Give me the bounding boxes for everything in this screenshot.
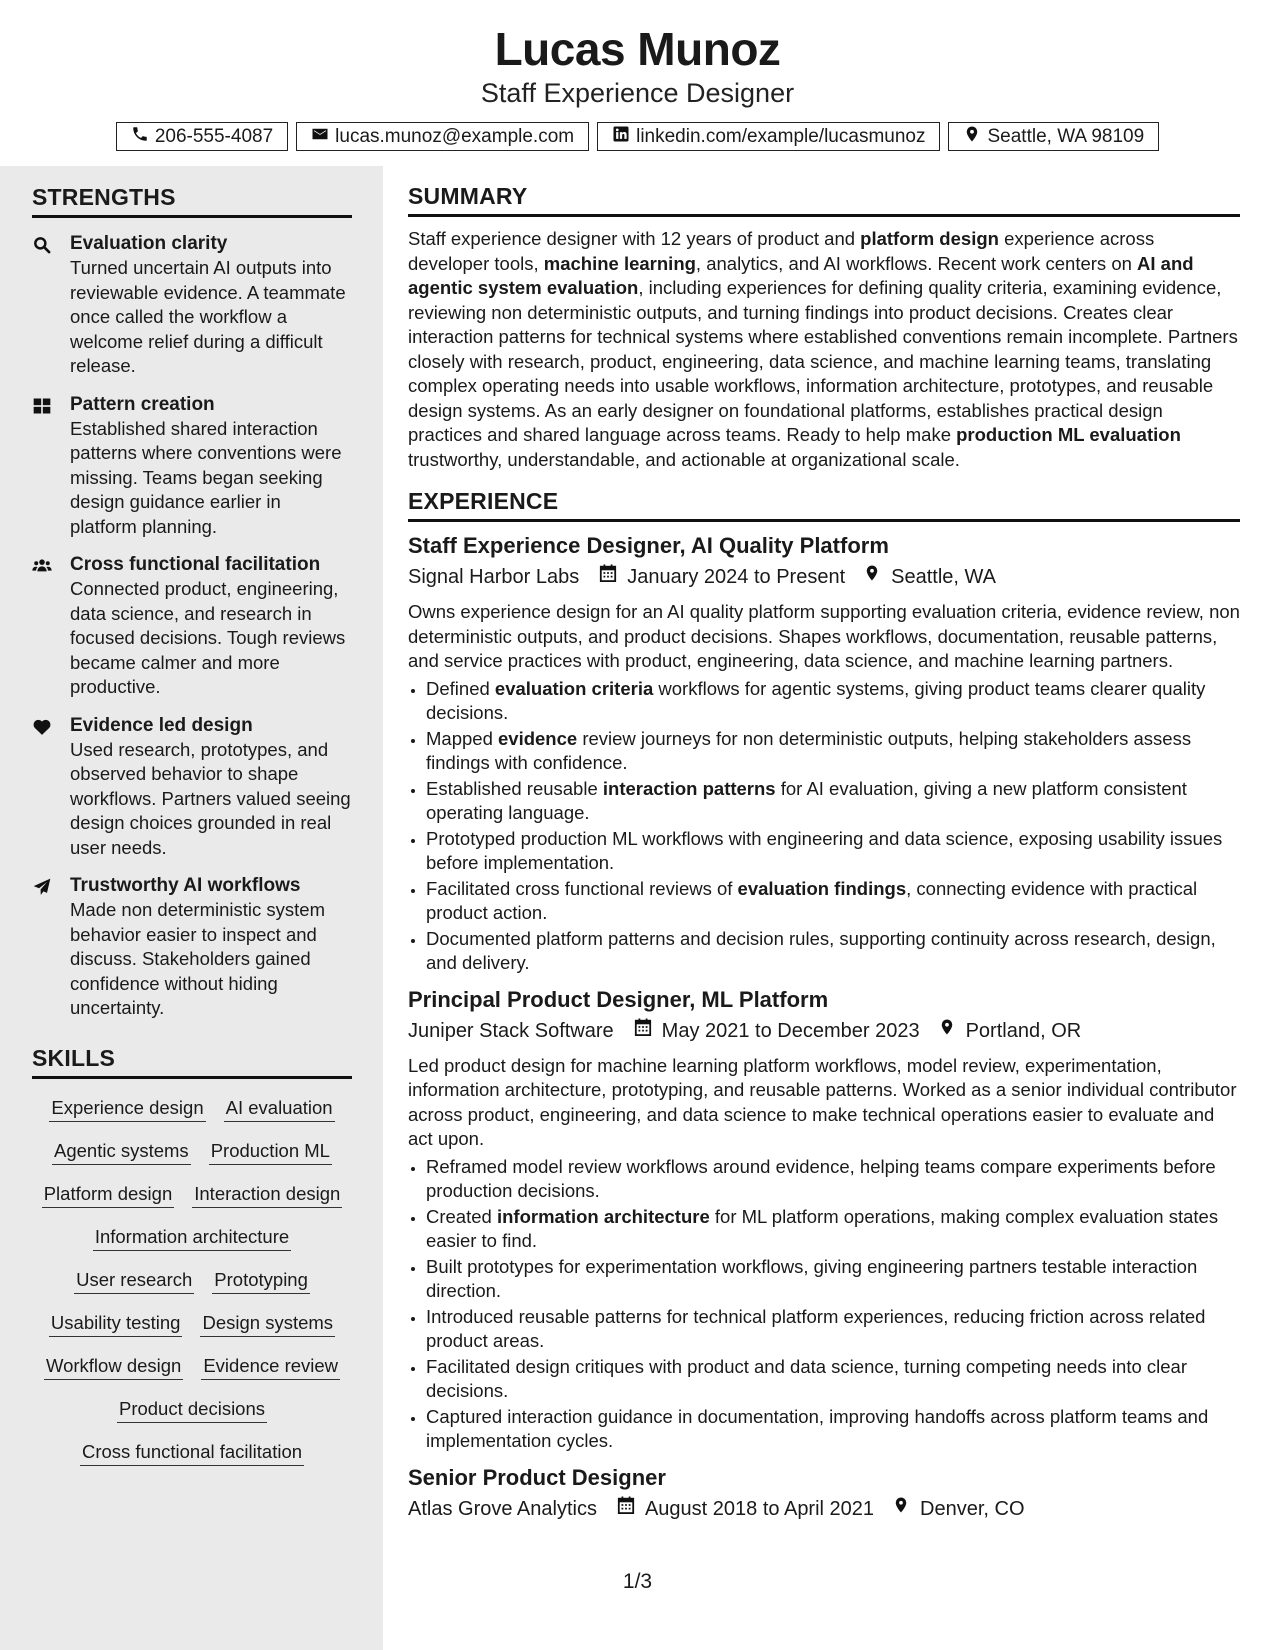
list-item	[426, 677, 1240, 726]
heart-icon	[32, 714, 70, 861]
skill-tag: Information architecture	[93, 1224, 291, 1251]
strength-desc: Turned uncertain AI outputs into reviewable evidence. A teammate once called the workflow a welcome relief during a difficult release.	[70, 257, 346, 376]
envelope-icon	[311, 125, 329, 149]
job-meta	[408, 1016, 1240, 1046]
skill-tag: AI evaluation	[224, 1095, 335, 1122]
skill-tag: Prototyping	[212, 1267, 310, 1294]
skills-heading: SKILLS	[32, 1045, 352, 1079]
bullet-text: Prototyped production ML workflows with engineering and data science, exposing usability issues before implementation.	[426, 827, 1223, 873]
summary-emphasis: platform design	[860, 228, 999, 249]
map-pin-icon	[874, 1494, 920, 1524]
list-item	[426, 727, 1240, 776]
bullet-text: Captured interaction guidance in documentation, improving handoffs across platform teams and implementation cycles.	[426, 1405, 1209, 1451]
calendar-icon	[614, 1016, 662, 1046]
skill-tag: Cross functional facilitation	[80, 1439, 304, 1466]
bullet-emphasis: interaction patterns	[602, 777, 776, 799]
job-dates: January 2024 to Present	[627, 566, 846, 588]
job-bullets	[408, 677, 1240, 976]
summary-emphasis: machine learning	[543, 252, 696, 274]
summary-emphasis: production ML evaluation	[956, 424, 1181, 445]
bullet-text: Defined	[426, 677, 495, 699]
skill-tag: User research	[74, 1267, 194, 1294]
list-item	[426, 1405, 1240, 1454]
experience-heading: EXPERIENCE	[408, 488, 1240, 522]
skill-tag: Usability testing	[49, 1310, 183, 1337]
summary-part: Staff experience designer with 12 years of product and	[408, 228, 861, 249]
strength-desc: Made non deterministic system behavior easier to inspect and discuss. Stakeholders gained confidence without hiding uncertainty.	[70, 899, 325, 1018]
contact-location	[948, 122, 1159, 151]
sidebar	[0, 166, 383, 1650]
summary-text	[408, 227, 1240, 472]
strength-item	[32, 393, 352, 540]
contact-phone[interactable]	[116, 122, 288, 151]
strength-title: Evidence led design	[70, 714, 253, 736]
bullet-text: Documented platform patterns and decision rules, supporting continuity across research, design, and delivery.	[426, 927, 1216, 973]
resume-header	[0, 0, 1275, 151]
map-pin-icon	[845, 562, 891, 592]
candidate-name: Lucas Munoz	[494, 23, 781, 75]
skill-tag: Design systems	[200, 1310, 335, 1337]
job-description: Led product design for machine learning platform workflows, model review, experimentation, information architecture, prototyping, and reusable patterns. Worked as a senior individual contributor across product, engineering, and data science to make technical operations easier to evaluate and act upon.	[408, 1054, 1237, 1149]
phone-text: 206-555-4087	[154, 125, 274, 147]
bullet-emphasis: evidence	[498, 727, 578, 749]
company-name: Juniper Stack Software	[408, 1019, 614, 1042]
strength-title: Evaluation clarity	[70, 233, 228, 254]
job-dates: August 2018 to April 2021	[644, 1497, 875, 1520]
contact-bar	[0, 122, 1275, 151]
bullet-text: Facilitated design critiques with product and data science, turning competing needs into clear decisions.	[426, 1355, 1187, 1401]
linkedin-text: linkedin.com/example/lucasmunoz	[636, 125, 926, 147]
job-dates: May 2021 to December 2023	[661, 1019, 920, 1042]
list-item	[426, 777, 1240, 826]
strength-title: Cross functional facilitation	[70, 554, 321, 575]
bullet-text: review journeys for non deterministic outputs, helping stakeholders assess findings with confidence.	[426, 727, 1192, 773]
location-text: Seattle, WA 98109	[987, 125, 1145, 147]
job-title: Staff Experience Designer, AI Quality Platform	[408, 533, 889, 558]
search-icon	[32, 232, 70, 379]
bullet-text: Reframed model review workflows around evidence, helping teams compare experiments before production decisions.	[426, 1155, 1216, 1201]
main-column	[408, 183, 1240, 1524]
users-icon	[32, 553, 70, 700]
strength-title: Trustworthy AI workflows	[70, 875, 301, 896]
list-item	[426, 1255, 1240, 1304]
list-item	[426, 1305, 1240, 1354]
bullet-text: for ML platform operations, making complex evaluation states easier to find.	[426, 1205, 1219, 1251]
list-item	[426, 827, 1240, 876]
skill-tag: Experience design	[49, 1095, 205, 1122]
skill-tag: Interaction design	[192, 1181, 342, 1208]
strength-desc: Used research, prototypes, and observed behavior to shape workflows. Partners valued seeing design choices grounded in real user needs.	[70, 738, 351, 858]
company-name: Signal Harbor Labs	[408, 566, 580, 588]
strength-item	[32, 874, 352, 1021]
bullet-text: for AI evaluation, giving a new platform consistent operating language.	[426, 777, 1187, 823]
job-meta	[408, 1494, 1240, 1524]
summary-part: experience across developer tools,	[408, 228, 1155, 274]
job-entry	[408, 532, 1240, 976]
skill-tag: Agentic systems	[52, 1138, 191, 1165]
bullet-text: Created	[426, 1205, 497, 1227]
bullet-emphasis: evaluation criteria	[494, 677, 654, 699]
bullet-text: Built prototypes for experimentation workflows, giving engineering partners testable interaction direction.	[426, 1255, 1198, 1301]
email-text: lucas.munoz@example.com	[335, 125, 575, 147]
job-location: Seattle, WA	[891, 566, 996, 588]
summary-heading: SUMMARY	[408, 183, 1240, 217]
grid-icon	[32, 393, 70, 540]
page-number: 1/3	[622, 1570, 653, 1593]
calendar-icon	[597, 1494, 645, 1524]
list-item	[426, 1205, 1240, 1254]
skill-tag: Product decisions	[117, 1396, 267, 1423]
map-pin-icon	[920, 1016, 966, 1046]
bullet-text: Established reusable	[426, 777, 603, 799]
bullet-text: Introduced reusable patterns for technical platform experiences, reducing friction across related product areas.	[426, 1305, 1206, 1351]
job-bullets	[408, 1155, 1240, 1454]
summary-part: , including experiences for defining quality criteria, examining evidence, reviewing non deterministic outputs, and turning findings into product decisions. Creates clear interaction patterns for technical systems where established conventions remain incomplete. Partners closely with research, product, engineering, data science, and machine learning teams, translating complex operating needs into usable workflows, information architecture, prototypes, and reusable design systems. As an early designer on foundational platforms, establishes practical design practices and shared language across teams. Ready to help make	[408, 277, 1238, 445]
strengths-heading: STRENGTHS	[32, 184, 352, 218]
job-entry	[408, 1464, 1240, 1524]
strength-desc: Established shared interaction patterns where conventions were missing. Teams began seeking design guidance earlier in platform planning.	[70, 417, 342, 537]
job-title: Senior Product Designer	[408, 1464, 666, 1490]
skills-list	[32, 1095, 352, 1466]
skill-tag: Workflow design	[44, 1353, 183, 1380]
strength-item	[32, 553, 352, 700]
skill-tag: Production ML	[209, 1138, 332, 1165]
skill-tag: Platform design	[42, 1181, 175, 1208]
job-description: Owns experience design for an AI quality platform supporting evaluation criteria, evidence review, non deterministic outputs, and product decisions. Shapes workflows, documentation, reusable patterns, and service practices with product, engineering, data science, and machine learning partners.	[408, 601, 1240, 671]
job-location: Denver, CO	[920, 1497, 1025, 1520]
summary-emphasis: AI and agentic system evaluation	[408, 252, 1194, 298]
strength-desc: Connected product, engineering, data science, and research in focused decisions. Tough reviews became calmer and more productive.	[70, 578, 346, 697]
summary-part: , analytics, and AI workflows. Recent work centers on	[695, 252, 1138, 274]
bullet-text: Facilitated cross functional reviews of	[426, 877, 738, 899]
strength-item	[32, 232, 352, 379]
contact-email[interactable]	[296, 122, 589, 151]
strength-title: Pattern creation	[70, 393, 215, 415]
phone-icon	[131, 125, 149, 149]
bullet-text: , connecting evidence with practical product action.	[426, 877, 1198, 923]
company-name: Atlas Grove Analytics	[408, 1497, 597, 1520]
skill-tag: Evidence review	[201, 1353, 340, 1380]
bullet-text: workflows for agentic systems, giving product teams clearer quality decisions.	[426, 677, 1206, 723]
list-item	[426, 877, 1240, 926]
bullet-emphasis: evaluation findings	[737, 877, 907, 899]
calendar-icon	[579, 562, 627, 592]
summary-part: trustworthy, understandable, and actionable at organizational scale.	[408, 448, 960, 470]
job-meta	[408, 562, 1240, 592]
bullet-emphasis: information architecture	[496, 1205, 710, 1227]
job-entry	[408, 986, 1240, 1454]
bullet-text: Mapped	[426, 727, 498, 749]
list-item	[426, 1355, 1240, 1404]
map-pin-icon	[963, 125, 981, 149]
candidate-role: Staff Experience Designer	[480, 78, 795, 108]
strength-item	[32, 714, 352, 861]
job-title: Principal Product Designer, ML Platform	[408, 986, 829, 1012]
job-location: Portland, OR	[965, 1019, 1082, 1042]
paper-plane-icon	[32, 874, 70, 1021]
list-item	[426, 927, 1240, 976]
linkedin-icon	[612, 125, 630, 149]
list-item	[426, 1155, 1240, 1204]
contact-linkedin[interactable]	[597, 122, 940, 151]
